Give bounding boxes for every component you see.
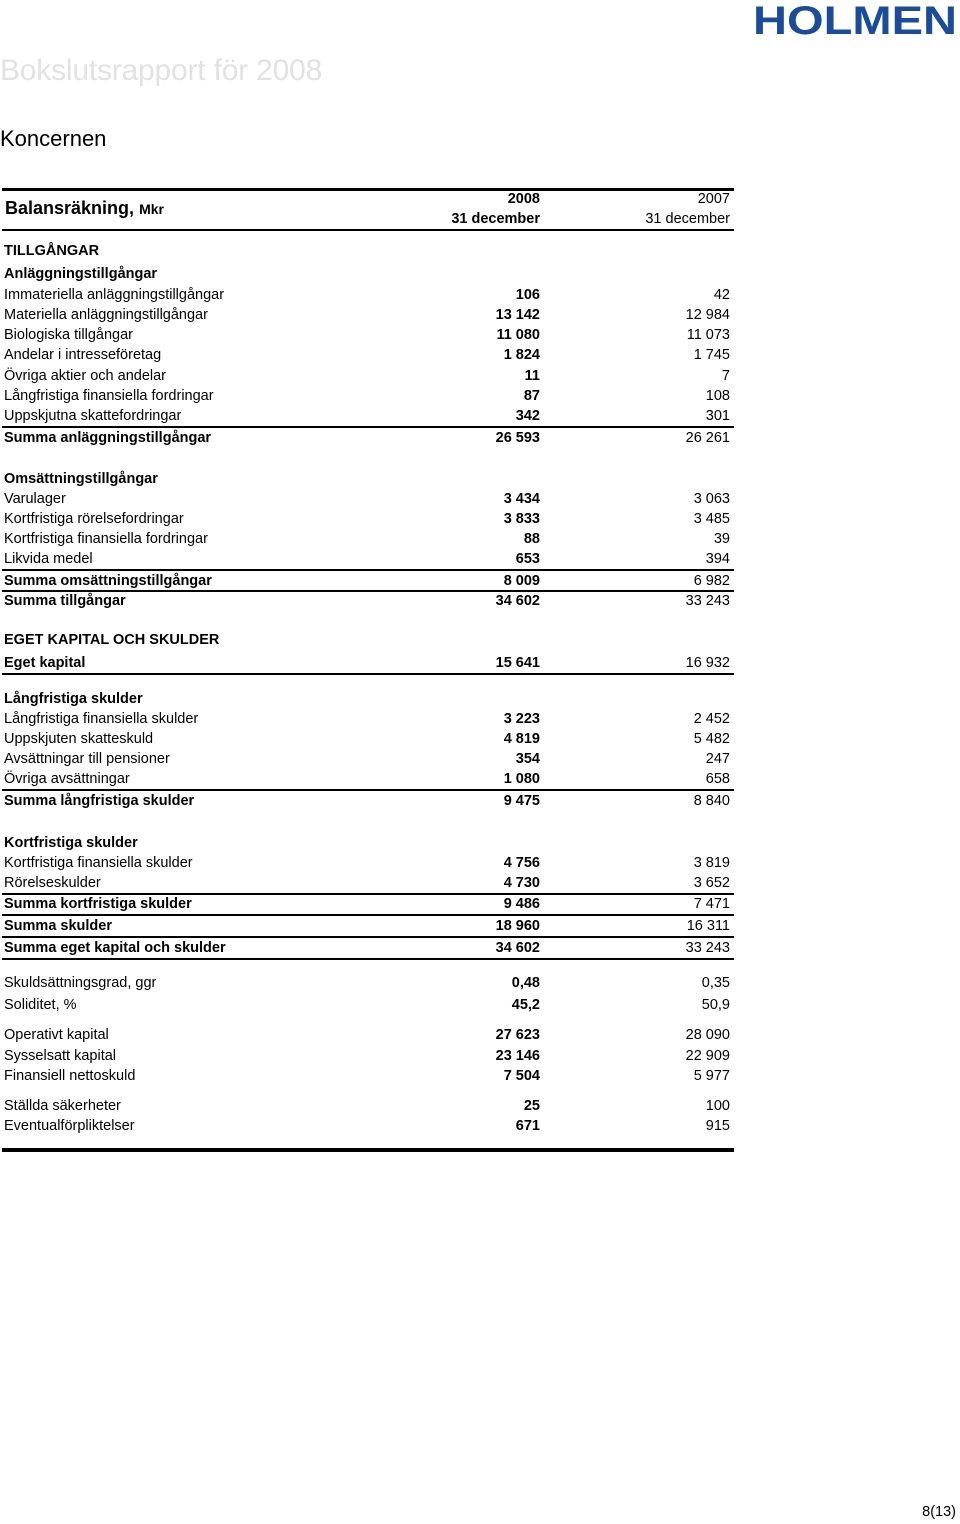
row-label: Summa kortfristiga skulder: [4, 896, 192, 912]
table-row: [4, 529, 730, 549]
table-row-total: [4, 791, 730, 811]
row-value-2008: 8 009: [503, 573, 540, 589]
row-value-2007: 12 984: [685, 307, 730, 323]
row-value-2007: 42: [713, 287, 730, 303]
row-value-2008: 26 593: [495, 430, 540, 446]
sum-rule: [2, 958, 734, 960]
row-value-2008: 25: [523, 1098, 540, 1114]
row-value-2008: 671: [515, 1118, 540, 1134]
row-label: Eget kapital: [4, 655, 86, 671]
row-value-2008: 9 486: [503, 896, 540, 912]
table-row: [4, 689, 730, 709]
row-label: Övriga aktier och andelar: [4, 368, 166, 384]
row-label: Anläggningstillgångar: [4, 266, 158, 282]
row-value-2008: 1 080: [503, 771, 540, 787]
row-label: Skuldsättningsgrad, ggr: [4, 975, 157, 991]
row-value-2007: 39: [713, 531, 730, 547]
header-rule: [2, 229, 734, 231]
table-row: [4, 749, 730, 769]
row-value-2007: 33 243: [685, 940, 730, 956]
row-value-2008: 87: [523, 388, 540, 404]
table-row: [4, 833, 730, 853]
row-value-2008: 3 223: [503, 711, 540, 727]
table-row: [4, 709, 730, 729]
table-row: [4, 406, 730, 426]
row-value-2007: 5 977: [693, 1068, 730, 1084]
row-label: Finansiell nettoskuld: [4, 1068, 136, 1084]
row-value-2007: 301: [705, 408, 730, 424]
row-value-2008: 27 623: [495, 1027, 540, 1043]
row-value-2007: 100: [705, 1098, 730, 1114]
table-row: [4, 873, 730, 893]
col1-year: 2008: [507, 191, 540, 207]
row-value-2008: 3 434: [503, 491, 540, 507]
section-title: Koncernen: [0, 126, 107, 151]
row-value-2007: 3 819: [693, 855, 730, 871]
holmen-logo-mark: [752, 2, 958, 36]
row-value-2007: 50,9: [701, 997, 730, 1013]
row-label: Långfristiga finansiella skulder: [4, 711, 199, 727]
row-value-2008: 9 475: [503, 793, 540, 809]
row-label: Långfristiga finansiella fordringar: [4, 388, 214, 404]
table-row-total: [4, 653, 730, 673]
holmen-logo: [752, 2, 958, 36]
row-label: Operativt kapital: [4, 1027, 109, 1043]
row-value-2007: 3 063: [693, 491, 730, 507]
report-title: Bokslutsrapport för 2008: [0, 54, 323, 87]
row-label: Summa långfristiga skulder: [4, 793, 195, 809]
row-value-2007: 0,35: [701, 975, 730, 991]
table-unit: Mkr: [139, 201, 164, 217]
row-label: Kortfristiga skulder: [4, 835, 138, 851]
bottom-rule: [2, 1148, 734, 1152]
row-value-2007: 26 261: [685, 430, 730, 446]
table-row-total: [4, 591, 730, 611]
col2-year: 2007: [697, 191, 730, 207]
row-value-2007: 3 652: [693, 875, 730, 891]
row-value-2008: 106: [515, 287, 540, 303]
row-label: Likvida medel: [4, 551, 93, 567]
table-row-total: [4, 894, 730, 914]
row-value-2007: 16 311: [686, 918, 730, 934]
row-value-2007: 22 909: [685, 1048, 730, 1064]
row-value-2008: 342: [515, 408, 540, 424]
row-label: Uppskjuten skatteskuld: [4, 731, 154, 747]
table-row: [4, 1096, 730, 1116]
row-value-2008: 45,2: [511, 997, 540, 1013]
row-value-2008: 34 602: [495, 940, 540, 956]
logo-wordmark: HOLMEN: [753, 2, 957, 36]
top-rule: [2, 188, 734, 191]
row-value-2008: 354: [515, 751, 540, 767]
table-row: [4, 853, 730, 873]
row-value-2008: 0,48: [511, 975, 540, 991]
row-value-2007: 28 090: [685, 1027, 730, 1043]
table-row-total: [4, 428, 730, 448]
row-value-2007: 8 840: [693, 793, 730, 809]
table-row: [4, 241, 730, 261]
table-row: [4, 549, 730, 569]
row-value-2007: 394: [705, 551, 730, 567]
page-number: 8(13): [922, 1504, 956, 1520]
row-value-2007: 2 452: [693, 711, 730, 727]
row-label: Summa skulder: [4, 918, 112, 934]
table-row: [4, 995, 730, 1015]
table-row: [4, 509, 730, 529]
table-row-total: [4, 571, 730, 591]
row-value-2008: 11 080: [496, 327, 540, 343]
table-row: [4, 386, 730, 406]
table-row: [4, 345, 730, 365]
table-row: [4, 285, 730, 305]
table-row: [4, 973, 730, 993]
table-row: [4, 489, 730, 509]
row-value-2007: 3 485: [693, 511, 730, 527]
row-label: Immateriella anläggningstillgångar: [4, 287, 225, 303]
row-label: Materiella anläggningstillgångar: [4, 307, 208, 323]
row-label: Summa anläggningstillgångar: [4, 430, 212, 446]
table-row: [4, 1025, 730, 1045]
row-value-2007: 1 745: [693, 347, 730, 363]
row-label: Eventualförpliktelser: [4, 1118, 135, 1134]
table-row: [4, 1046, 730, 1066]
row-label: Omsättningstillgångar: [4, 471, 158, 487]
row-label: Soliditet, %: [4, 997, 77, 1013]
sum-rule: [2, 673, 734, 675]
row-value-2008: 18 960: [495, 918, 540, 934]
row-value-2008: 3 833: [503, 511, 540, 527]
row-label: Summa omsättningstillgångar: [4, 573, 212, 589]
table-row: [4, 630, 730, 650]
row-label: Kortfristiga finansiella skulder: [4, 855, 193, 871]
row-value-2008: 653: [515, 551, 540, 567]
row-label: Varulager: [4, 491, 66, 507]
row-value-2007: 7 471: [693, 896, 730, 912]
row-label: Sysselsatt kapital: [4, 1048, 117, 1064]
table-row: [4, 769, 730, 789]
table-title-text: Balansräkning,: [5, 198, 135, 218]
row-label: TILLGÅNGAR: [4, 243, 100, 259]
row-label: EGET KAPITAL OCH SKULDER: [4, 632, 220, 648]
table-row: [4, 366, 730, 386]
table-row-total: [4, 916, 730, 936]
col1-date: 31 december: [451, 211, 540, 227]
row-value-2007: 6 982: [693, 573, 730, 589]
row-label: Övriga avsättningar: [4, 771, 130, 787]
table-row: [4, 264, 730, 284]
row-label: Summa tillgångar: [4, 593, 126, 609]
table-row: [4, 1116, 730, 1136]
row-value-2008: 4 756: [503, 855, 540, 871]
row-value-2007: 7: [721, 368, 730, 384]
row-label: Rörelseskulder: [4, 875, 101, 891]
row-value-2008: 13 142: [495, 307, 540, 323]
table-row: [4, 469, 730, 489]
row-value-2007: 108: [705, 388, 730, 404]
row-value-2008: 88: [523, 531, 540, 547]
row-value-2008: 11: [524, 368, 540, 384]
row-value-2007: 11 073: [686, 327, 730, 343]
row-value-2008: 34 602: [495, 593, 540, 609]
table-row: [4, 305, 730, 325]
table-row: [4, 325, 730, 345]
row-label: Uppskjutna skattefordringar: [4, 408, 182, 424]
row-label: Avsättningar till pensioner: [4, 751, 170, 767]
row-value-2008: 1 824: [503, 347, 540, 363]
row-value-2007: 247: [705, 751, 730, 767]
row-label: Långfristiga skulder: [4, 691, 143, 707]
col2-date: 31 december: [645, 211, 730, 227]
row-label: Kortfristiga rörelsefordringar: [4, 511, 184, 527]
table-row: [4, 729, 730, 749]
row-value-2008: 23 146: [495, 1048, 540, 1064]
row-value-2007: 33 243: [685, 593, 730, 609]
row-label: Biologiska tillgångar: [4, 327, 133, 343]
table-row: [4, 1066, 730, 1086]
row-value-2008: 4 730: [503, 875, 540, 891]
table-row-total: [4, 938, 730, 958]
row-value-2008: 15 641: [495, 655, 540, 671]
row-value-2007: 16 932: [685, 655, 730, 671]
row-value-2007: 658: [705, 771, 730, 787]
table-title: [5, 198, 164, 219]
row-label: Andelar i intresseföretag: [4, 347, 162, 363]
row-label: Summa eget kapital och skulder: [4, 940, 226, 956]
row-value-2008: 4 819: [503, 731, 540, 747]
row-value-2007: 5 482: [693, 731, 730, 747]
row-value-2008: 7 504: [503, 1068, 540, 1084]
row-label: Ställda säkerheter: [4, 1098, 121, 1114]
row-value-2007: 915: [705, 1118, 730, 1134]
row-label: Kortfristiga finansiella fordringar: [4, 531, 208, 547]
